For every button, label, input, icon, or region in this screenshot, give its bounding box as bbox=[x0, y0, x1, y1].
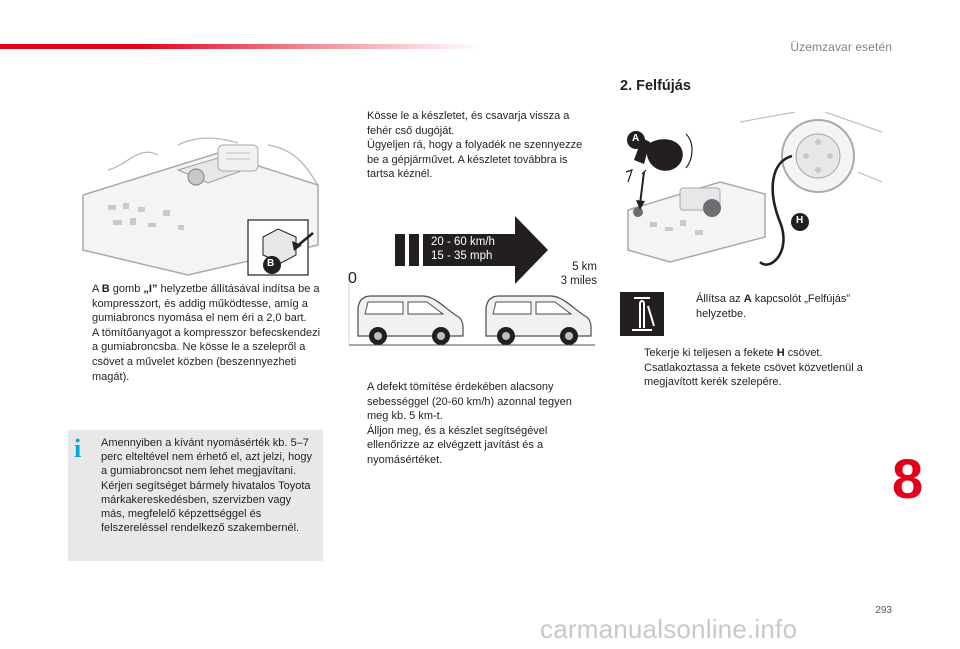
inflation-figure bbox=[620, 112, 882, 280]
distance-start: 0 bbox=[348, 270, 357, 287]
figure-label-a: A bbox=[632, 133, 640, 144]
text-rest: helyzetbe állításával indítsa be a kompresszort, és addig működtesse, amíg a gumiabroncs nyomása el nem éri a 2,0 bart. bbox=[92, 283, 320, 325]
figure-label-h: H bbox=[796, 215, 804, 226]
instruction-group-drive bbox=[343, 380, 595, 468]
watermark: carmanualsonline.info bbox=[540, 614, 798, 644]
instruction-text: Csatlakoztassa a fekete csövet közvetlenül a megjavított kerék szelepére. bbox=[644, 361, 863, 389]
instruction-disconnect-kit bbox=[343, 109, 595, 182]
key-position-i: „I” bbox=[143, 283, 158, 295]
text-rest: csövet. bbox=[784, 347, 823, 359]
speed-kmh: 20 - 60 km/h bbox=[431, 236, 495, 248]
text-mid: gomb bbox=[109, 283, 144, 295]
info-icon: i bbox=[74, 434, 82, 463]
key-h: H bbox=[776, 347, 785, 359]
info-text: Amennyiben a kívánt nyomásérték kb. 5–7 perc elteltével nem érhető el, azt jelzi, hogy a gumiabroncsot nem lehet megjavítani. Kérjen segítséget bármely hivatalos Toyota márkakereskedésben, szervizben vagy más, megfelelő képzettséggel és felszereléssel rendelkező szakembernél. bbox=[101, 437, 312, 535]
key-a: A bbox=[743, 293, 752, 305]
instruction-group-hose bbox=[620, 346, 882, 390]
section-title: Üzemzavar esetén bbox=[790, 40, 892, 54]
header-accent-bar bbox=[0, 44, 480, 49]
bullet-marker bbox=[620, 346, 644, 361]
bullet-marker bbox=[672, 292, 696, 321]
text-pre: Tekerje ki teljesen a fekete bbox=[644, 347, 777, 359]
text-pre: Állítsa az bbox=[696, 293, 744, 305]
chapter-number: 8 bbox=[892, 447, 924, 510]
speed-distance-figure bbox=[343, 210, 598, 355]
instruction-text: Álljon meg, és a készlet segítségével ellenőrizze az elvégzett javítást és a nyomásértéket. bbox=[367, 424, 548, 466]
bullet-marker bbox=[68, 282, 92, 384]
section-heading-inflation: 2. Felfújás bbox=[620, 78, 691, 94]
instruction-text: Kösse le a készletet, és csavarja vissza a fehér cső dugóját. bbox=[367, 110, 570, 137]
text-pre: A bbox=[92, 283, 102, 295]
instruction-note: Ügyeljen rá, hogy a folyadék ne szennyezze be a gépjárművet. A készletet továbbra is tartsa kéznél. bbox=[367, 139, 583, 181]
instruction-text: A defekt tömítése érdekében alacsony sebességgel (20-60 km/h) azonnal tegyen meg kb. 5 km-t. bbox=[367, 381, 572, 423]
page-number: 293 bbox=[875, 605, 892, 616]
info-box bbox=[68, 430, 323, 561]
inflation-switch-icon bbox=[620, 292, 664, 336]
speed-label bbox=[431, 235, 495, 263]
text-rest: kapcsolót „Felfújás” helyzetbe. bbox=[696, 293, 851, 320]
distance-km: 5 km bbox=[572, 261, 597, 273]
figure-label-b: B bbox=[267, 258, 275, 269]
bullet-marker bbox=[620, 361, 644, 390]
bullet-marker bbox=[343, 380, 367, 424]
instruction-button-b bbox=[68, 282, 323, 384]
compressor-figure bbox=[68, 125, 323, 285]
instruction-drive-slowly bbox=[343, 380, 595, 424]
bullet-marker bbox=[343, 109, 367, 182]
bullet-marker bbox=[343, 424, 367, 468]
instruction-check-pressure bbox=[343, 424, 595, 468]
distance-miles: 3 miles bbox=[560, 275, 597, 287]
distance-label bbox=[555, 260, 597, 288]
instruction-unwind-hose bbox=[620, 346, 882, 361]
note-sealant: A tömítőanyagot a kompresszor befecskendezi a gumiabroncsba. Ne kösse le a szelepről a csövet a művelet közben (beszennyezheti magát). bbox=[92, 326, 321, 383]
instruction-switch-a bbox=[672, 292, 882, 321]
speed-mph: 15 - 35 mph bbox=[431, 250, 493, 262]
instruction-connect-hose bbox=[620, 361, 882, 390]
key-b: B bbox=[101, 283, 110, 295]
